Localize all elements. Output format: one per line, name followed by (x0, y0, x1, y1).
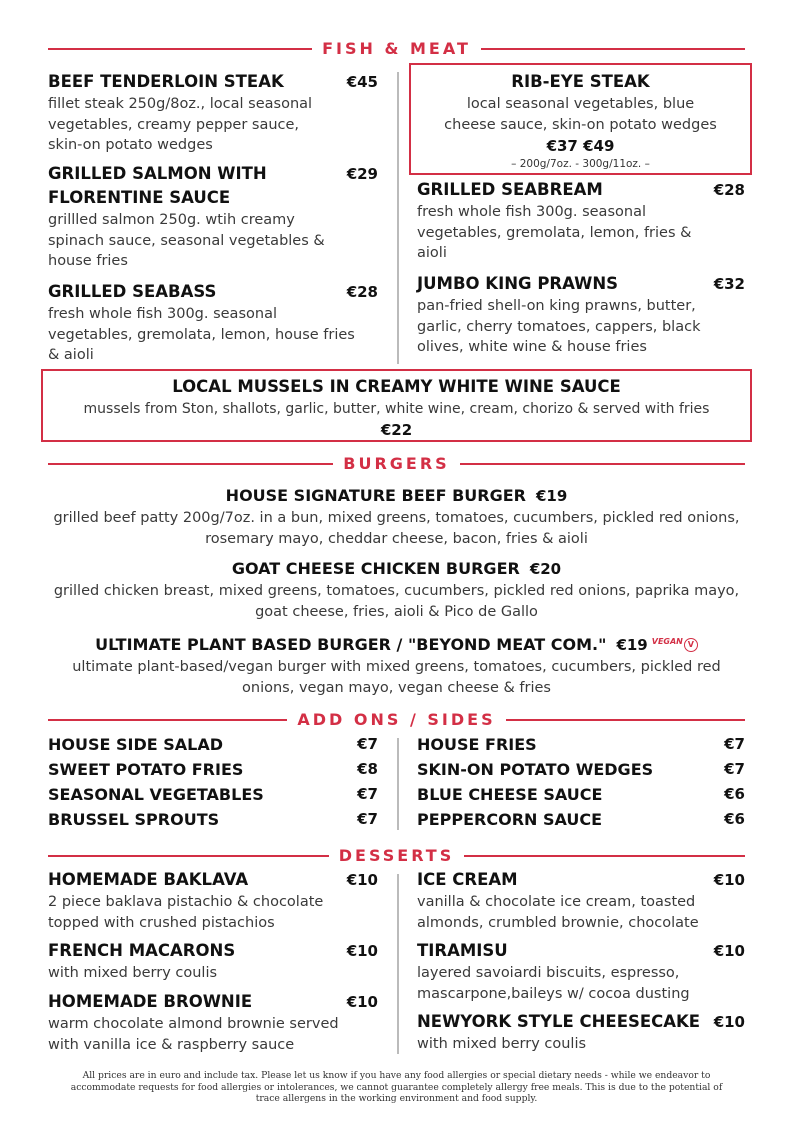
item-name: GOAT CHEESE CHICKEN BURGER (231, 559, 520, 578)
item-price: €22 (380, 420, 413, 439)
item-name: GRILLED SALMON WITH FLORENTINE SAUCE (48, 164, 267, 207)
section-title-fish-meat: FISH & MEAT (0, 38, 793, 60)
section-title-sides: ADD ONS / SIDES (0, 709, 793, 731)
dessert-ice-cream (417, 868, 717, 933)
item-desc: fresh whole fish 300g. seasonal vegetables, gremolata, lemon, house fries & aioli (48, 306, 355, 363)
dessert-macarons (48, 939, 348, 984)
item-desc: 2 piece baklava pistachio & chocolate topped with crushed pistachios (48, 894, 324, 931)
item-name: BEEF TENDERLOIN STEAK (48, 72, 284, 91)
item-desc: with mixed berry coulis (417, 1036, 587, 1052)
side-item-price: €8 (357, 760, 378, 778)
item-name: ICE CREAM (417, 870, 518, 889)
side-item-price: €6 (724, 810, 745, 828)
item-name: GRILLED SEABASS (48, 282, 217, 301)
item-name: HOMEMADE BAKLAVA (48, 870, 249, 889)
item-desc: ultimate plant-based/vegan burger with mixed greens, tomatoes, cucumbers, pickled red onions, vegan mayo, vegan cheese & fries (72, 659, 721, 696)
side-item-price: €7 (357, 810, 378, 828)
menu-item-jumbo-prawns (417, 272, 717, 358)
side-item-name: HOUSE FRIES (417, 735, 537, 754)
item-desc: grillled salmon 250g. wtih creamy spinach sauce, seasonal vegetables & house fries (48, 212, 325, 269)
item-price: €10 (713, 871, 745, 889)
side-item-name: HOUSE SIDE SALAD (48, 735, 224, 754)
menu-item-grilled-seabass (48, 280, 358, 366)
item-price: €19 (616, 636, 648, 654)
item-desc: grilled beef patty 200g/7oz. in a bun, mixed greens, tomatoes, cucumbers, pickled red onions, rosemary mayo, cheddar cheese, bacon, fries & aioli (53, 510, 740, 547)
side-item-name: SEASONAL VEGETABLES (48, 785, 264, 804)
item-name: LOCAL MUSSELS IN CREAMY WHITE WINE SAUCE (172, 377, 621, 396)
column-divider (397, 738, 399, 830)
item-name: HOMEMADE BROWNIE (48, 992, 253, 1011)
item-price: €37 €49 (546, 137, 615, 155)
column-divider (397, 72, 399, 364)
ribeye-box (409, 63, 752, 175)
side-item-price: €7 (724, 735, 745, 753)
item-price: €10 (713, 942, 745, 960)
side-item-name: BRUSSEL SPROUTS (48, 810, 220, 829)
dessert-baklava (48, 868, 348, 933)
section-title-desserts: DESSERTS (0, 845, 793, 867)
item-desc: fresh whole fish 300g. seasonal vegetables, gremolata, lemon, fries & aioli (417, 204, 692, 261)
side-item-name: SKIN-ON POTATO WEDGES (417, 760, 654, 779)
item-name: TIRAMISU (417, 941, 508, 960)
side-item-name: PEPPERCORN SAUCE (417, 810, 603, 829)
item-desc: grilled chicken breast, mixed greens, tomatoes, cucumbers, pickled red onions, paprika mayo, goat cheese, fries, aioli & Pico de Gallo (53, 583, 740, 620)
item-name: JUMBO KING PRAWNS (417, 274, 619, 293)
column-divider (397, 874, 399, 1054)
side-item-name: BLUE CHEESE SAUCE (417, 785, 603, 804)
menu-item-grilled-salmon (48, 162, 348, 272)
item-price: €45 (346, 73, 378, 91)
dessert-cheesecake (417, 1010, 717, 1055)
side-item-price: €7 (357, 785, 378, 803)
item-price: €28 (346, 283, 378, 301)
vegan-label: VEGAN (651, 637, 683, 646)
item-price: €29 (346, 165, 378, 183)
vegan-icon: V (684, 638, 698, 652)
item-name: ULTIMATE PLANT BASED BURGER / "BEYOND MEAT COM." (95, 635, 607, 654)
item-desc: layered savoiardi biscuits, espresso, mascarpone,baileys w/ cocoa dusting (417, 965, 690, 1002)
item-price: €32 (713, 275, 745, 293)
item-price: €10 (713, 1013, 745, 1031)
burger-signature (30, 484, 763, 549)
item-price: €10 (346, 942, 378, 960)
item-name: NEWYORK STYLE CHEESECAKE (417, 1012, 701, 1031)
item-name: FRENCH MACARONS (48, 941, 236, 960)
side-item-price: €7 (724, 760, 745, 778)
item-desc: vanilla & chocolate ice cream, toasted almonds, crumbled brownie, chocolate (417, 894, 699, 931)
dessert-brownie (48, 990, 348, 1055)
allergy-footnote: All prices are in euro and include tax. Please let us know if you have any food allergies or special dietary needs - while we endeavor to accommodate requests for food allergies or intolerances, we cannot guarantee completely allergy free meals. This is due to the potential of trace allergens in the working environment and food supply. (70, 1070, 723, 1104)
item-desc: mussels from Ston, shallots, garlic, butter, white wine, cream, chorizo & served with fries (83, 401, 710, 417)
item-name: HOUSE SIGNATURE BEEF BURGER (225, 486, 526, 505)
side-item-price: €7 (357, 735, 378, 753)
item-name: RIB-EYE STEAK (511, 72, 650, 91)
burger-goat-cheese (30, 557, 763, 622)
item-price: €28 (713, 181, 745, 199)
item-desc: pan-fried shell-on king prawns, butter, garlic, cherry tomatoes, cappers, black olives, white wine & house fries (417, 298, 701, 355)
dessert-tiramisu (417, 939, 717, 1004)
item-price: €20 (529, 560, 562, 578)
item-desc: fillet steak 250g/8oz., local seasonal vegetables, creamy pepper sauce, skin-on potato wedges (48, 96, 313, 153)
side-item-price: €6 (724, 785, 745, 803)
burger-plant-based (30, 630, 763, 698)
item-desc: with mixed berry coulis (48, 965, 218, 981)
item-name: GRILLED SEABREAM (417, 180, 603, 199)
mussels-box (41, 369, 752, 442)
item-price: €19 (536, 487, 568, 505)
side-item-name: SWEET POTATO FRIES (48, 760, 244, 779)
item-desc: warm chocolate almond brownie served with vanilla ice & raspberry sauce (48, 1016, 339, 1053)
section-title-burgers: BURGERS (0, 453, 793, 475)
item-desc: local seasonal vegetables, blue cheese sauce, skin-on potato wedges (444, 96, 717, 133)
menu-item-grilled-seabream (417, 178, 717, 264)
item-price: €10 (346, 993, 378, 1011)
menu-item-beef-tenderloin (48, 70, 348, 156)
item-price: €10 (346, 871, 378, 889)
item-weights: – 200g/7oz. - 300g/11oz. – (511, 158, 650, 170)
